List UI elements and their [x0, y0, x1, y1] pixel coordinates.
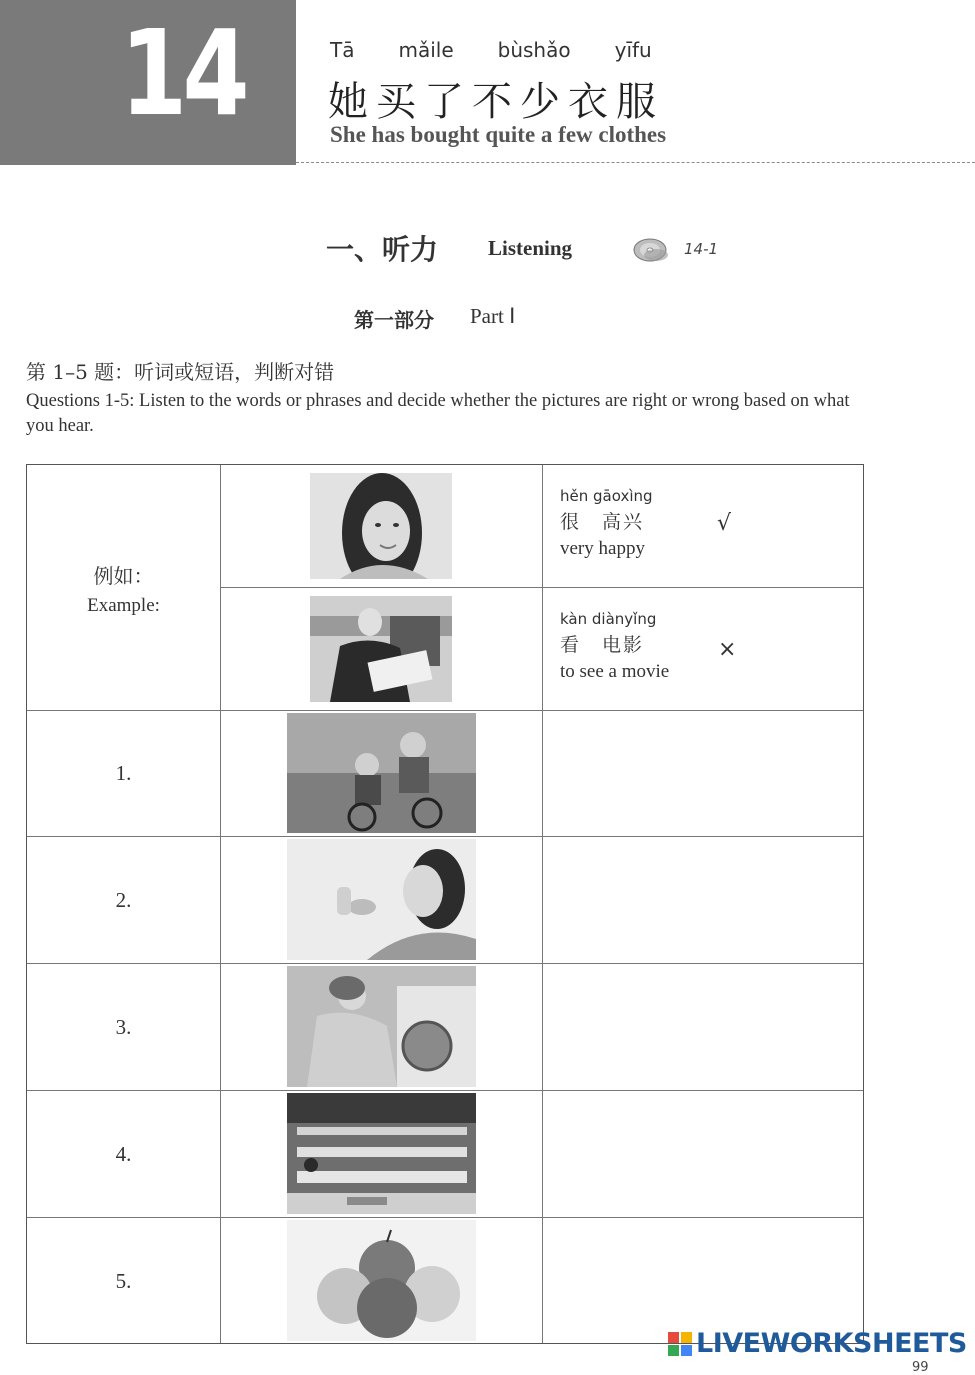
column-divider — [542, 465, 543, 1343]
example-pinyin: hěn gāoxìng — [560, 487, 653, 505]
part-title-chinese: 第一部分 — [354, 308, 434, 332]
audio-cd-icon[interactable] — [632, 236, 672, 264]
lesson-number-box — [0, 0, 296, 165]
liveworksheets-watermark[interactable]: LIVEWORKSHEETS — [696, 1328, 967, 1359]
row-divider — [27, 1090, 863, 1091]
question-number-4: 4. — [115, 1142, 132, 1166]
instructions-chinese: 第 1–5 题：听词或短语，判断对错 — [26, 360, 335, 384]
liveworksheets-logo-icon — [668, 1332, 692, 1356]
question-number-1: 1. — [115, 761, 132, 785]
row-divider — [27, 1217, 863, 1218]
lesson-title-english: She has bought quite a few clothes — [330, 122, 667, 147]
column-divider — [220, 465, 221, 1343]
example-pinyin: kàn diànyǐng — [560, 610, 657, 628]
pinyin-word: yīfu — [614, 38, 652, 62]
question-number-2: 2. — [115, 888, 132, 912]
row-divider — [27, 710, 863, 711]
part-title-english: Part Ⅰ — [470, 304, 516, 328]
row-divider — [27, 963, 863, 964]
happy-girl-photo — [310, 473, 452, 579]
audio-track-number: 14-1 — [684, 240, 719, 258]
example-answer-1 — [560, 487, 653, 560]
section-title-chinese: 一、听力 — [326, 233, 439, 266]
example-english: to see a movie — [560, 661, 670, 682]
section-title-english: Listening — [488, 236, 573, 260]
row-divider — [27, 836, 863, 837]
woman-drinking-photo — [287, 839, 476, 960]
question-number-5: 5. — [115, 1269, 132, 1293]
page-number: 99 — [912, 1360, 929, 1375]
example-hanzi: 很 高兴 — [560, 511, 645, 533]
row-divider — [220, 587, 863, 588]
washing-machine-photo — [287, 966, 476, 1087]
cyclists-photo — [287, 713, 476, 833]
correct-mark: √ — [717, 511, 732, 536]
example-answer-2 — [560, 610, 669, 683]
apples-photo — [287, 1220, 476, 1341]
lesson-number: 14 — [120, 4, 245, 142]
instructions-english: Questions 1-5: Listen to the words or phrases and decide whether the pictures are right or wrong based on what you hear. — [26, 391, 850, 436]
header-divider — [296, 162, 975, 163]
lesson-title-chinese: 她买了不少衣服 — [328, 79, 664, 125]
example-label-chinese: 例如： — [93, 564, 154, 588]
pinyin-word: Tā — [330, 38, 355, 62]
wrong-mark: × — [718, 637, 737, 662]
question-number-3: 3. — [115, 1015, 132, 1039]
pinyin-word: mǎile — [398, 38, 454, 62]
example-english: very happy — [560, 538, 645, 559]
library-photo — [287, 1093, 476, 1214]
example-label — [27, 560, 220, 617]
example-label-english: Example: — [87, 595, 160, 616]
pinyin-word: bùshǎo — [497, 38, 571, 62]
exercise-table — [26, 464, 864, 1344]
example-hanzi: 看 电影 — [560, 634, 645, 656]
title-pinyin — [330, 38, 696, 62]
man-reading-photo — [310, 596, 452, 702]
